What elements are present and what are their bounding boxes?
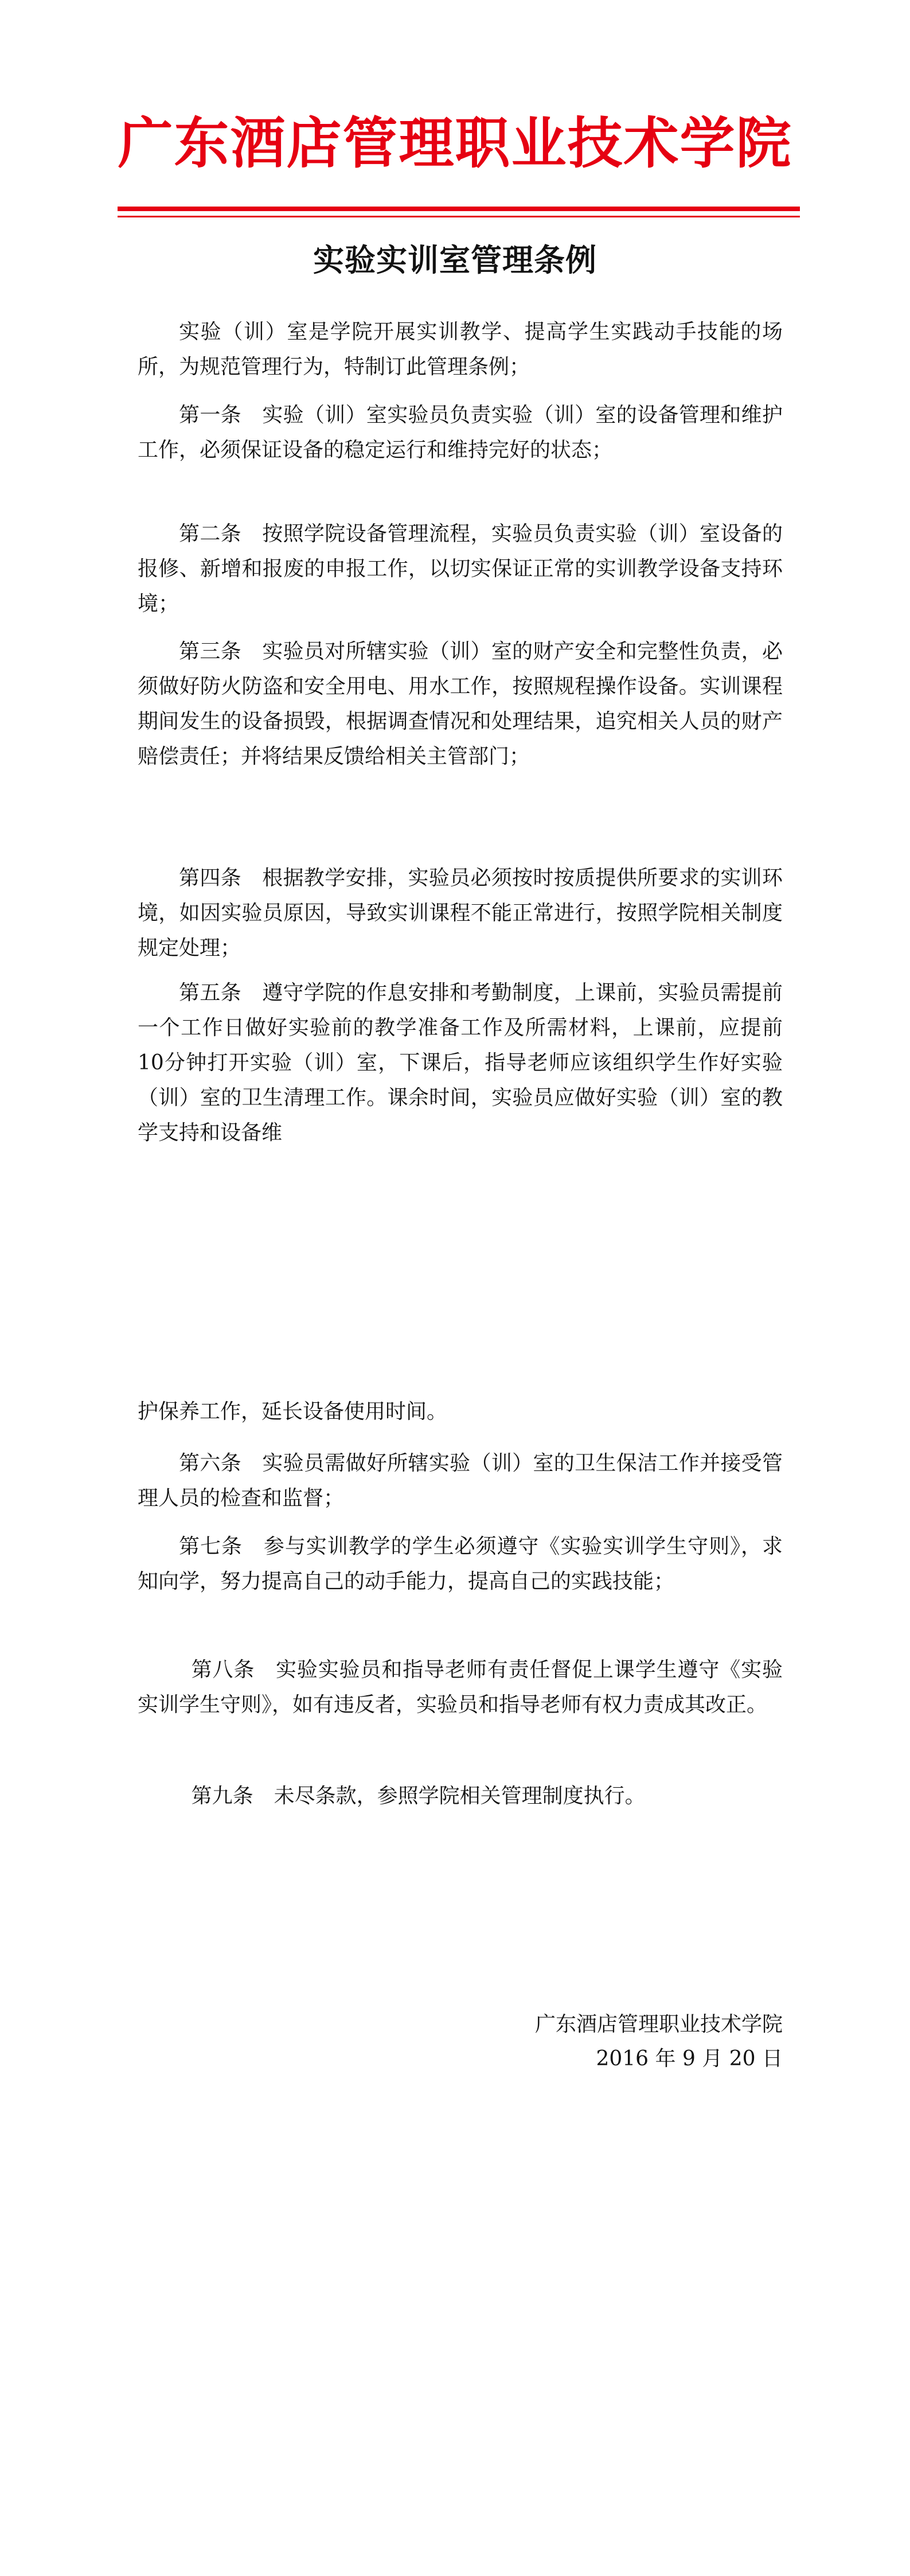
- article-1: 第一条 实验（训）室实验员负责实验（训）室的设备管理和维护工作，必须保证设备的稳定运行和维持完好的状态；: [138, 403, 783, 462]
- document-title: 实验实训室管理条例: [313, 242, 597, 278]
- article-7: 第七条 参与实训教学的学生必须遵守《实验实训学生守则》，求知向学，努力提高自己的动手能力，提高自己的实践技能；: [138, 1535, 783, 1593]
- article-4: 第四条 根据教学安排，实验员必须按时按质提供所要求的实训环境，如因实验员原因，导致实训课程不能正常进行，按照学院相关制度规定处理；: [138, 866, 783, 960]
- header-rule-thick: [118, 207, 800, 211]
- intro-paragraph: 实验（训）室是学院开展实训教学、提高学生实践动手技能的场所，为规范管理行为，特制订此管理条例；: [138, 320, 783, 379]
- header-rule-thin: [118, 216, 800, 217]
- article-9: 第九条 未尽条款，参照学院相关管理制度执行。: [191, 1784, 646, 1808]
- institution-header: 广东酒店管理职业技术学院: [118, 111, 792, 176]
- article-5: 第五条 遵守学院的作息安排和考勤制度，上课前，实验员需提前一个工作日做好实验前的教学准备工作及所需材料，上课前，应提前10分钟打开实验（训）室，下课后，指导老师应该组织学生作好实验（训）室的卫生清理工作。课余时间，实验员应做好实验（训）室的教学支持和设备维: [138, 981, 783, 1145]
- article-6: 第六条 实验员需做好所辖实验（训）室的卫生保洁工作并接受管理人员的检查和监督；: [138, 1452, 783, 1510]
- article-8: 第八条 实验实验员和指导老师有责任督促上课学生遵守《实验实训学生守则》，如有违反者，实验员和指导老师有权力责成其改正。: [138, 1658, 783, 1717]
- signature-date: 2016 年 9 月 20 日: [596, 2047, 783, 2071]
- article-3: 第三条 实验员对所辖实验（训）室的财产安全和完整性负责，必须做好防火防盗和安全用电、用水工作，按照规程操作设备。实训课程期间发生的设备损毁，根据调查情况和处理结果，追究相关人员的财产赔偿责任；并将结果反馈给相关主管部门；: [138, 640, 783, 768]
- signature-org: 广东酒店管理职业技术学院: [534, 2013, 783, 2036]
- article-2: 第二条 按照学院设备管理流程，实验员负责实验（训）室设备的报修、新增和报废的申报工作，以切实保证正常的实训教学设备支持环境；: [138, 522, 783, 616]
- article-5-continued: 护保养工作，延长设备使用时间。: [138, 1400, 448, 1423]
